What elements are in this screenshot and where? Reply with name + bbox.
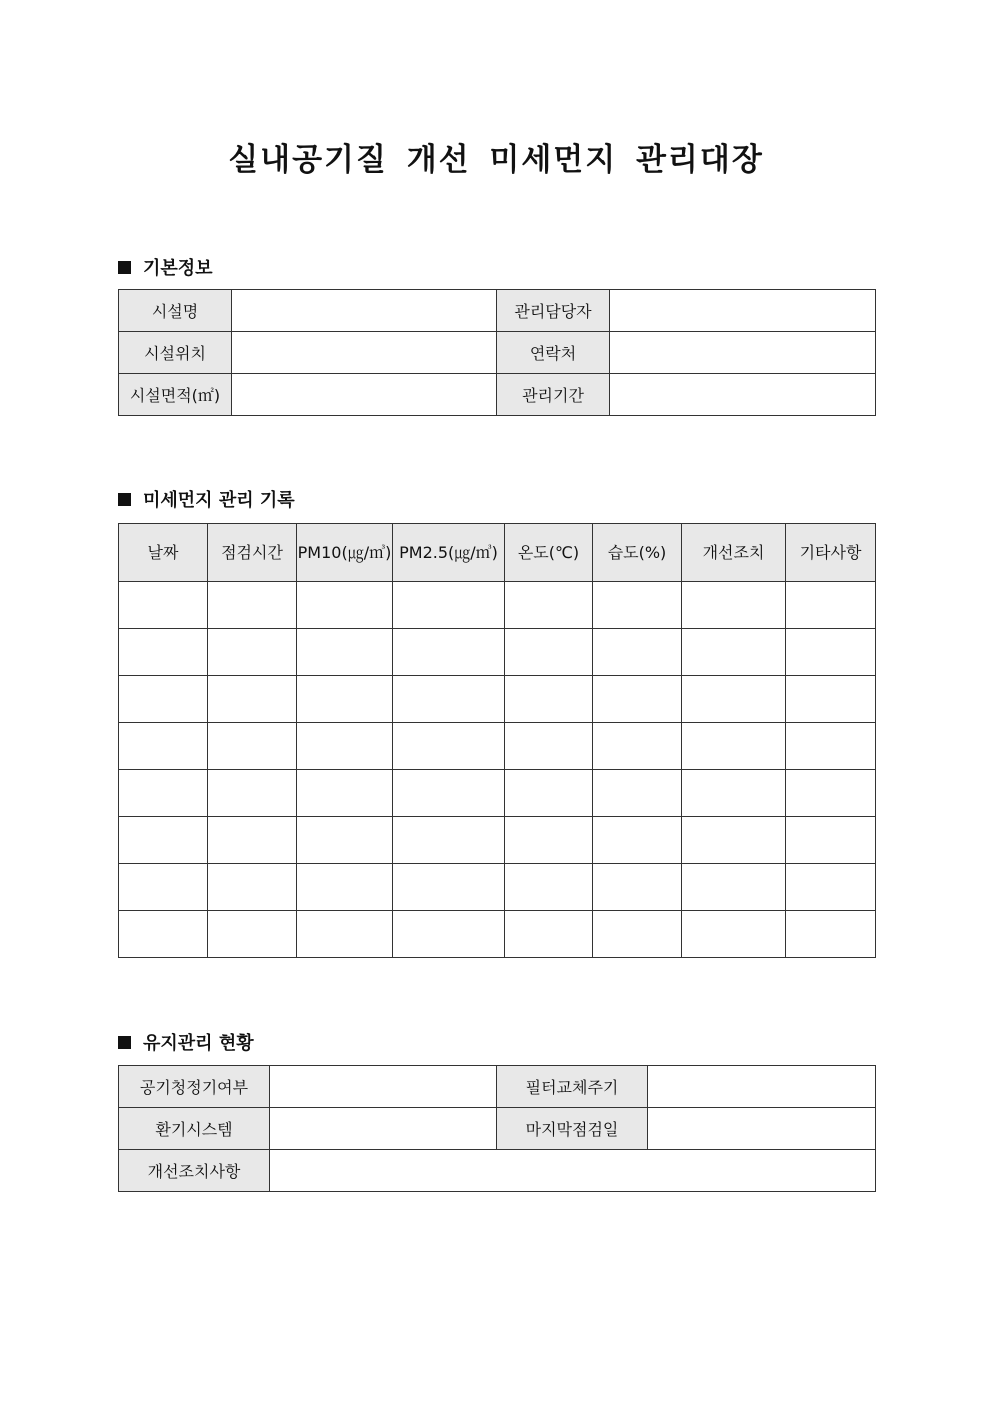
records-body — [119, 582, 876, 958]
record-cell[interactable] — [297, 911, 393, 958]
record-cell[interactable] — [682, 770, 786, 817]
record-cell[interactable] — [682, 911, 786, 958]
record-cell[interactable] — [393, 817, 505, 864]
record-cell[interactable] — [505, 817, 593, 864]
table-row — [119, 332, 876, 374]
input-cell[interactable] — [232, 332, 497, 374]
input-cell[interactable] — [270, 1066, 497, 1108]
label-cell: 공기청정기여부 — [119, 1066, 270, 1108]
square-bullet-icon — [118, 261, 131, 274]
record-cell[interactable] — [119, 770, 208, 817]
label-cell: 시설명 — [119, 290, 232, 332]
record-cell[interactable] — [786, 582, 876, 629]
record-cell[interactable] — [593, 629, 682, 676]
table-row — [119, 723, 876, 770]
record-cell[interactable] — [119, 676, 208, 723]
label-cell: 관리기간 — [497, 374, 610, 416]
input-cell[interactable] — [270, 1150, 876, 1192]
label-cell: 시설면적(㎡) — [119, 374, 232, 416]
record-cell[interactable] — [208, 629, 297, 676]
record-cell[interactable] — [393, 629, 505, 676]
record-cell[interactable] — [505, 770, 593, 817]
record-cell[interactable] — [593, 864, 682, 911]
record-cell[interactable] — [297, 676, 393, 723]
record-cell[interactable] — [593, 770, 682, 817]
record-cell[interactable] — [786, 864, 876, 911]
table-row — [119, 770, 876, 817]
record-cell[interactable] — [393, 864, 505, 911]
records-table — [118, 523, 876, 958]
label-cell: 시설위치 — [119, 332, 232, 374]
table-header-row — [119, 524, 876, 582]
section-heading-records — [118, 486, 295, 512]
record-cell[interactable] — [505, 864, 593, 911]
section-title: 기본정보 — [143, 258, 213, 279]
record-cell[interactable] — [682, 864, 786, 911]
record-cell[interactable] — [786, 723, 876, 770]
input-cell[interactable] — [232, 374, 497, 416]
record-cell[interactable] — [208, 723, 297, 770]
record-cell[interactable] — [393, 582, 505, 629]
record-cell[interactable] — [297, 864, 393, 911]
section-title: 유지관리 현황 — [143, 1033, 254, 1054]
table-row — [119, 676, 876, 723]
table-row — [119, 1108, 876, 1150]
record-cell[interactable] — [505, 723, 593, 770]
record-cell[interactable] — [119, 864, 208, 911]
record-cell[interactable] — [786, 629, 876, 676]
column-header: 점검시간 — [208, 524, 297, 582]
record-cell[interactable] — [393, 911, 505, 958]
input-cell[interactable] — [610, 290, 876, 332]
record-cell[interactable] — [393, 676, 505, 723]
basic-info-table — [118, 289, 876, 416]
record-cell[interactable] — [505, 911, 593, 958]
record-cell[interactable] — [208, 817, 297, 864]
column-header: PM2.5(㎍/㎥) — [393, 524, 505, 582]
record-cell[interactable] — [505, 629, 593, 676]
record-cell[interactable] — [119, 582, 208, 629]
record-cell[interactable] — [208, 770, 297, 817]
table-row — [119, 911, 876, 958]
record-cell[interactable] — [682, 629, 786, 676]
record-cell[interactable] — [786, 911, 876, 958]
record-cell[interactable] — [119, 911, 208, 958]
record-cell[interactable] — [208, 582, 297, 629]
record-cell[interactable] — [393, 770, 505, 817]
square-bullet-icon — [118, 1036, 131, 1049]
input-cell[interactable] — [270, 1108, 497, 1150]
table-row — [119, 1066, 876, 1108]
record-cell[interactable] — [119, 817, 208, 864]
column-header: 온도(℃) — [505, 524, 593, 582]
record-cell[interactable] — [593, 911, 682, 958]
record-cell[interactable] — [682, 723, 786, 770]
section-title: 미세먼지 관리 기록 — [143, 490, 295, 511]
record-cell[interactable] — [119, 723, 208, 770]
section-heading-maintenance — [118, 1029, 254, 1055]
input-cell[interactable] — [232, 290, 497, 332]
record-cell[interactable] — [393, 723, 505, 770]
column-header: 습도(%) — [593, 524, 682, 582]
table-row — [119, 629, 876, 676]
record-cell[interactable] — [593, 817, 682, 864]
column-header: 날짜 — [119, 524, 208, 582]
table-row — [119, 1150, 876, 1192]
record-cell[interactable] — [593, 676, 682, 723]
column-header: 개선조치 — [682, 524, 786, 582]
record-cell[interactable] — [505, 676, 593, 723]
label-cell: 마지막점검일 — [497, 1108, 648, 1150]
table-row — [119, 864, 876, 911]
input-cell[interactable] — [648, 1108, 876, 1150]
section-heading-basic — [118, 254, 213, 280]
record-cell[interactable] — [682, 817, 786, 864]
record-cell[interactable] — [682, 676, 786, 723]
label-cell: 관리담당자 — [497, 290, 610, 332]
record-cell[interactable] — [786, 770, 876, 817]
input-cell[interactable] — [610, 374, 876, 416]
record-cell[interactable] — [297, 629, 393, 676]
record-cell[interactable] — [297, 817, 393, 864]
label-cell: 필터교체주기 — [497, 1066, 648, 1108]
record-cell[interactable] — [297, 770, 393, 817]
record-cell[interactable] — [208, 911, 297, 958]
input-cell[interactable] — [648, 1066, 876, 1108]
column-header: 기타사항 — [786, 524, 876, 582]
label-cell: 개선조치사항 — [119, 1150, 270, 1192]
page-title: 실내공기질 개선 미세먼지 관리대장 — [228, 142, 764, 178]
column-header: PM10(㎍/㎥) — [297, 524, 393, 582]
label-cell: 환기시스템 — [119, 1108, 270, 1150]
record-cell[interactable] — [786, 817, 876, 864]
record-cell[interactable] — [505, 582, 593, 629]
table-row — [119, 290, 876, 332]
maintenance-table — [118, 1065, 876, 1192]
record-cell[interactable] — [208, 864, 297, 911]
record-cell[interactable] — [119, 629, 208, 676]
input-cell[interactable] — [610, 332, 876, 374]
record-cell[interactable] — [208, 676, 297, 723]
record-cell[interactable] — [297, 723, 393, 770]
table-row — [119, 374, 876, 416]
record-cell[interactable] — [593, 723, 682, 770]
table-row — [119, 582, 876, 629]
label-cell: 연락처 — [497, 332, 610, 374]
record-cell[interactable] — [786, 676, 876, 723]
record-cell[interactable] — [297, 582, 393, 629]
record-cell[interactable] — [593, 582, 682, 629]
table-row — [119, 817, 876, 864]
record-cell[interactable] — [682, 582, 786, 629]
square-bullet-icon — [118, 493, 131, 506]
